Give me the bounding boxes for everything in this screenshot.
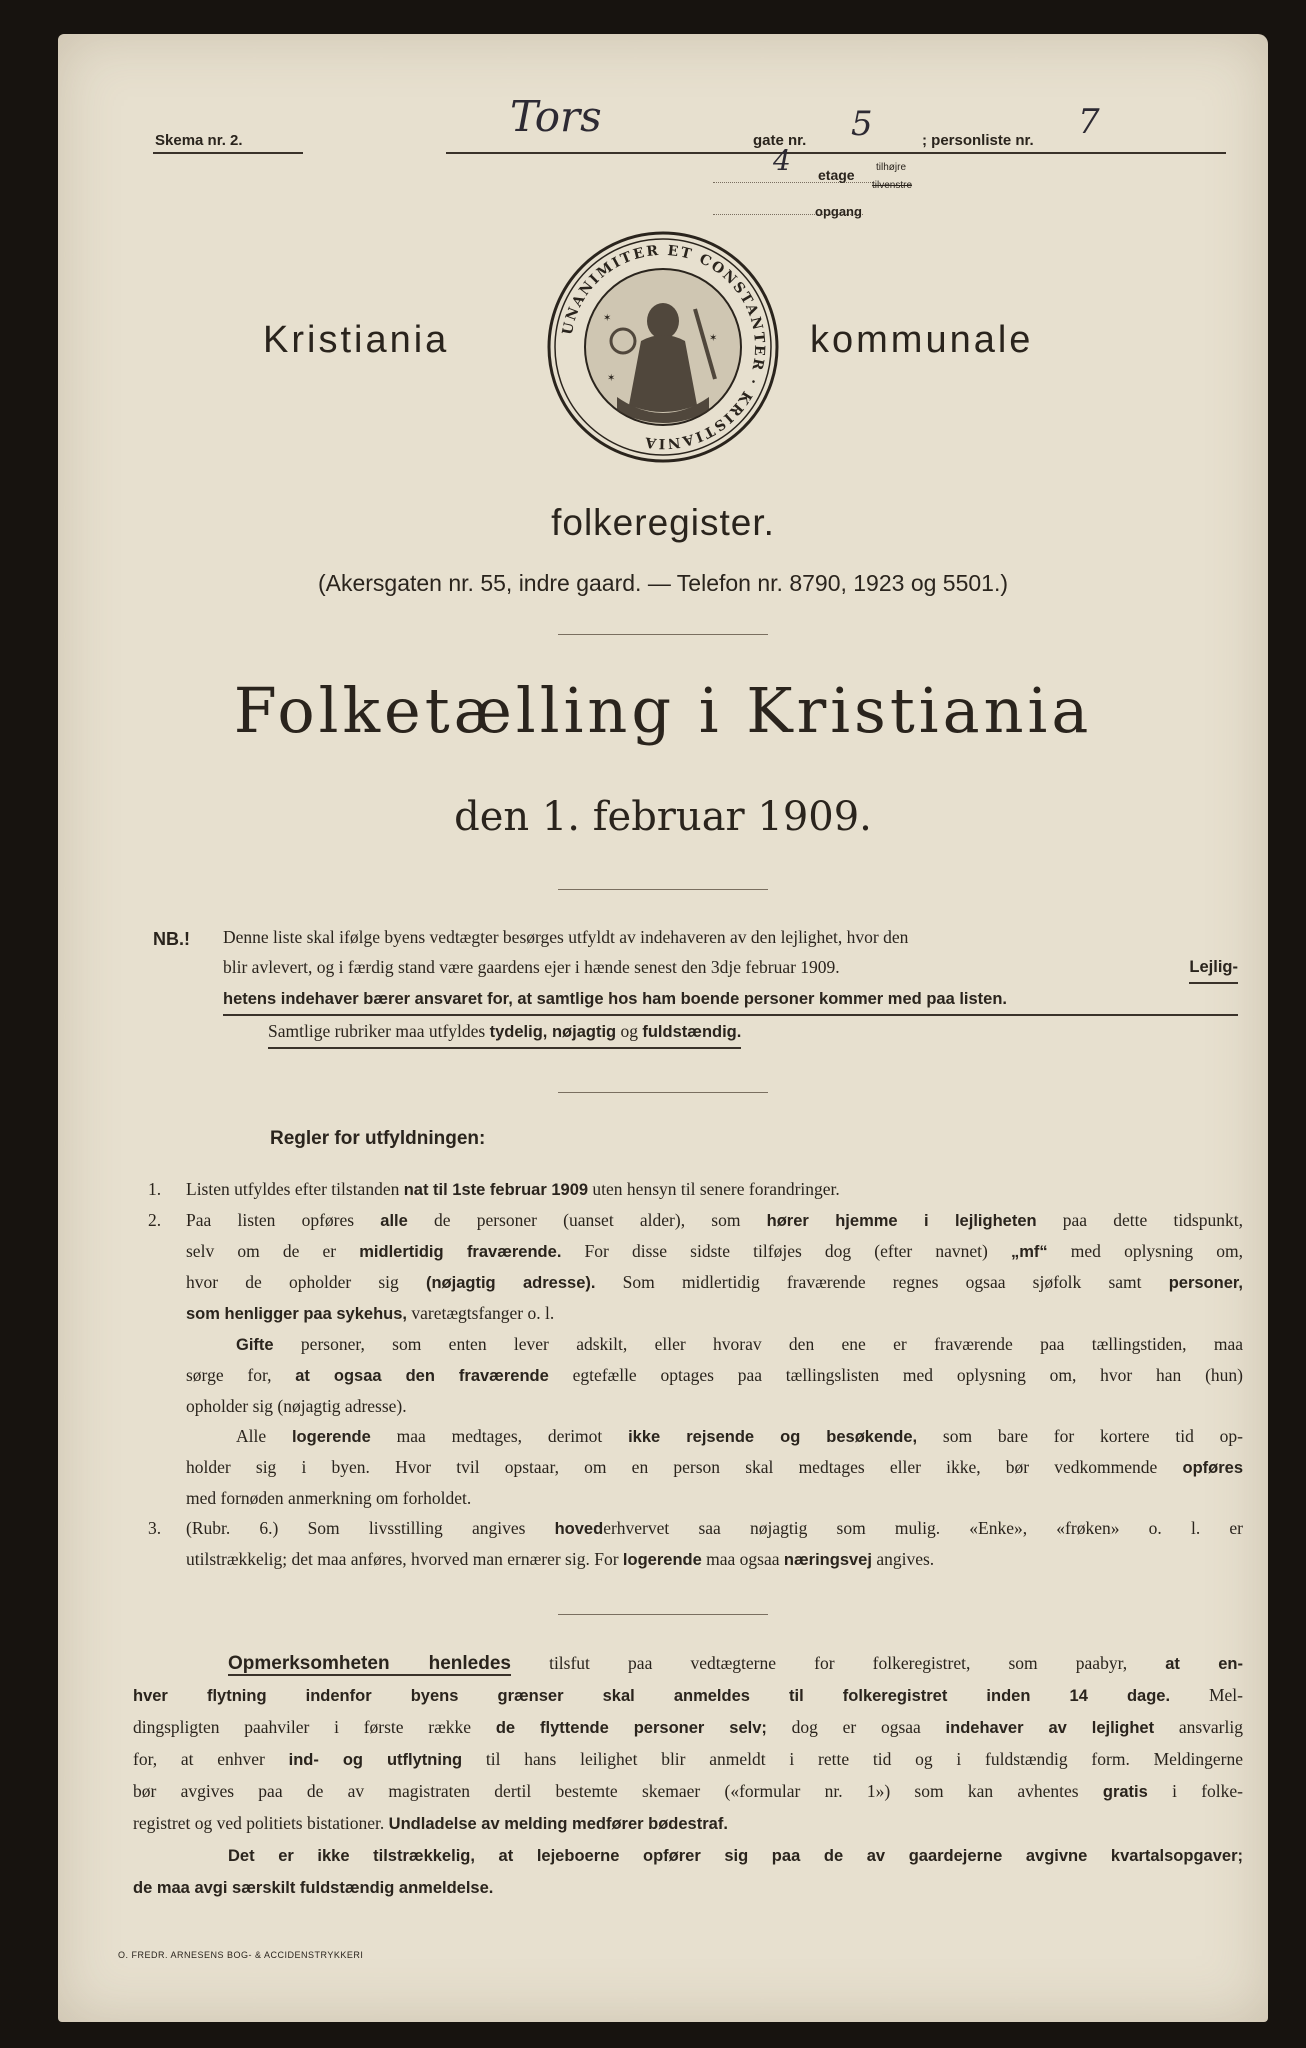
body-text: bør avgives paa de av magistraten dertil bestemte skemaer («formular nr. 1») som kan avhentes (133, 1781, 1103, 1801)
body-text: personer, som enten lever adskilt, eller hvorav den ene er fraværende paa tællingstiden, maa (273, 1334, 1243, 1354)
body-text: Alle (236, 1426, 292, 1446)
svg-text:✶: ✶ (607, 373, 616, 384)
divider-3 (558, 1092, 768, 1093)
rule-line (148, 1205, 1243, 1236)
emphasis-text: at en- (1165, 1655, 1243, 1673)
nb-emphasis: tydelig, nøjagtig (489, 1023, 617, 1041)
emphasis-text: logerende (291, 1428, 371, 1446)
printer-imprint: O. FREDR. ARNESENS BOG- & ACCIDENSTRYKKERI (118, 1950, 364, 1960)
emphasis-text: personer, (1168, 1274, 1243, 1292)
body-text: (Rubr. 6.) Som livsstilling angives (186, 1518, 555, 1538)
emphasis-text: hver flytning indenfor byens grænser skal anmeldes til folkeregistret inden 14 dage. (133, 1687, 1171, 1705)
notice-line (133, 1712, 1243, 1744)
rule-line (148, 1483, 1243, 1513)
body-text: egtefælle optages paa tællingslisten med oplysning om, hvor han (hun) (548, 1365, 1243, 1385)
notice-line (133, 1840, 1243, 1872)
rule-number: 3. (148, 1518, 162, 1538)
body-text: for, at enhver (133, 1749, 289, 1769)
body-text: registret og ved politiets bistationer. (133, 1813, 389, 1833)
emphasis-text: indehaver av lejlighet (945, 1719, 1155, 1737)
body-text: Paa listen opføres (186, 1210, 381, 1230)
tilhojre-option: tilhøjre (876, 162, 907, 173)
etage-handwritten: 4 (773, 144, 791, 177)
body-text: opholder sig (nøjagtig adresse). (186, 1396, 407, 1416)
emphasis-text: næringsvej (783, 1551, 872, 1569)
rule-number: 2. (148, 1210, 162, 1230)
emphasis-text: nat til 1ste februar 1909 (403, 1181, 589, 1199)
emphasis-text: hoved (554, 1520, 604, 1538)
nb-emphasis: Lejlig- (1189, 952, 1238, 984)
rule-line (148, 1544, 1243, 1575)
nb-line-text: blir avlevert, og i færdig stand være gaardens ejer i hænde senest den 3dje februar 1909. (223, 957, 840, 977)
rule-line (148, 1421, 1243, 1452)
nb-line: Denne liste skal ifølge byens vedtægter besørges utfyldt av indehaveren av den lejlighet, hvor den (223, 927, 909, 947)
rule-line (148, 1513, 1243, 1544)
etage-label: etage (818, 167, 855, 183)
main-title: Folketælling i Kristiania (233, 674, 1093, 747)
emphasis-text: logerende (622, 1551, 702, 1569)
skema-number: Skema nr. 2. (155, 132, 243, 149)
rule-line (148, 1360, 1243, 1391)
notice-line (133, 1680, 1243, 1712)
body-text: Som midlertidig fraværende regnes ogsaa sjøfolk samt (595, 1272, 1169, 1292)
rule-line (148, 1298, 1243, 1329)
emphasis-text: opføres (1182, 1459, 1243, 1477)
notice-lead: Opmerksomheten henledes (228, 1653, 511, 1674)
body-text: holder sig i byen. Hvor tvil opstaar, om en person skal medtages eller ikke, bør vedkommende (186, 1457, 1183, 1477)
emphasis-text: midlertidig fraværende. (359, 1243, 562, 1261)
nb-line-text: og (620, 1021, 638, 1041)
emphasis-text: de maa avgi særskilt fuldstændig anmeldelse. (133, 1879, 494, 1897)
emphasis-text: „mf“ (1010, 1243, 1048, 1261)
rule-line (148, 1267, 1243, 1298)
body-text: til hans leilighet blir anmeldt i rette tid og i fuldstændig form. Meldingerne (462, 1749, 1243, 1769)
body-text: tilsfut paa vedtægterne for folkeregistret, som paabyr, (510, 1653, 1166, 1673)
registry-address: (Akersgaten nr. 55, indre gaard. — Telefon nr. 8790, 1923 og 5501.) (317, 570, 1009, 596)
emphasis-text: hører hjemme i lejligheten (766, 1212, 1037, 1230)
rules-list (148, 1174, 1243, 1575)
nb-line (223, 984, 1238, 1016)
notice-line (133, 1744, 1243, 1776)
emphasis-text: ind- og utflytning (288, 1751, 463, 1769)
rules-heading: Regler for utfyldningen: (270, 1128, 486, 1149)
body-text: angives. (871, 1549, 935, 1569)
body-text: uten hensyn til senere forandringer. (588, 1179, 840, 1199)
body-text: selv om de er (186, 1241, 360, 1261)
emphasis-text: alle (380, 1212, 408, 1230)
emphasis-text: Det er ikke tilstrækkelig, at lejeboerne opfører sig paa de av gaardejerne avgivne kvartalsopgaver; (228, 1847, 1243, 1865)
divider-4 (558, 1614, 768, 1615)
emphasis-text: Undladelse av melding medfører bødestraf. (388, 1815, 728, 1833)
rule-line (148, 1329, 1243, 1360)
nb-line-text: Samtlige rubriker maa utfyldes (268, 1021, 486, 1041)
body-text: med fornøden anmerkning om forholdet. (186, 1488, 472, 1508)
body-text: ansvarlig (1154, 1717, 1243, 1737)
tilvenstre-option: tilvenstre (872, 180, 913, 191)
body-text: paa dette tidspunkt, (1036, 1210, 1243, 1230)
divider-1 (558, 634, 768, 635)
address-line (446, 152, 1226, 154)
body-text: i folke- (1147, 1781, 1243, 1801)
emphasis-text: ikke rejsende og besøkende, (628, 1428, 918, 1446)
body-text: med oplysning om, (1047, 1241, 1243, 1261)
body-text: Mel- (1170, 1685, 1243, 1705)
opgang-label: opgang (815, 204, 862, 219)
body-text: erhvervet saa nøjagtig som mulig. «Enke», «frøken» o. l. er (603, 1518, 1243, 1538)
personliste-number-handwritten: 7 (1078, 102, 1100, 142)
body-text: utilstrækkelig; det maa anføres, hvorved man ernærer sig. For (186, 1549, 623, 1569)
rule-number: 1. (148, 1179, 162, 1199)
gate-label: gate nr. (753, 132, 807, 149)
rule-line (148, 1236, 1243, 1267)
body-text: hvor de opholder sig (186, 1272, 426, 1292)
rule-line (148, 1452, 1243, 1483)
notice-line (133, 1648, 1243, 1680)
skema-underline (153, 152, 303, 154)
body-text: de personer (uanset alder), som (407, 1210, 767, 1230)
notice-paragraph (133, 1648, 1243, 1904)
folkeregister-heading: folkeregister. (551, 502, 775, 543)
divider-2 (558, 889, 768, 890)
notice-line (133, 1872, 1243, 1904)
kristiania-word: Kristiania (263, 319, 450, 361)
body-text: maa medtages, derimot (370, 1426, 629, 1446)
body-text: dog er ogsaa (766, 1717, 946, 1737)
body-text: Listen utfyldes efter tilstanden (186, 1179, 404, 1199)
rule-line (148, 1174, 1243, 1205)
body-text: sørge for, (186, 1365, 296, 1385)
emphasis-text: Gifte (236, 1336, 274, 1354)
body-text: som bare for kortere tid op- (917, 1426, 1243, 1446)
city-seal (545, 229, 781, 465)
nb-label: NB.! (153, 929, 190, 949)
emphasis-text: gratis (1102, 1783, 1148, 1801)
body-text: varetægtsfanger o. l. (407, 1303, 555, 1323)
emphasis-text: at ogsaa den fraværende (295, 1367, 549, 1385)
street-name-handwritten: Tors (510, 92, 602, 141)
notice-line (133, 1776, 1243, 1808)
body-text: maa ogsaa (701, 1549, 784, 1569)
census-date: den 1. februar 1909. (454, 794, 872, 840)
seal-text: UNANIMITER ET CONSTANTER · KRISTIANIA (559, 242, 768, 452)
emphasis-text: som henligger paa sykehus, (186, 1305, 407, 1323)
nb-emphasis: fuldstændig. (642, 1023, 742, 1041)
emphasis-text: de flyttende personer selv; (495, 1719, 767, 1737)
gate-number-handwritten: 5 (851, 104, 873, 144)
nb-line (223, 952, 1238, 984)
svg-text:✶: ✶ (709, 333, 718, 344)
emphasis-text: (nøjagtig adresse). (425, 1274, 596, 1292)
nb-paragraph (223, 922, 1238, 1049)
notice-line (133, 1808, 1243, 1840)
rule-line (148, 1391, 1243, 1421)
personliste-label: ; personliste nr. (922, 132, 1034, 149)
nb-emphasis: hetens indehaver bærer ansvaret for, at samtlige hos ham boende personer kommer med paa listen. (223, 990, 1008, 1008)
kommunale-word: kommunale (810, 319, 1034, 361)
body-text: dingspligten paahviler i første række (133, 1717, 496, 1737)
body-text: For disse sidste tilføjes dog (efter navnet) (561, 1241, 1011, 1261)
nb-line (268, 1016, 741, 1049)
census-form-page (58, 34, 1268, 2022)
svg-text:✶: ✶ (603, 313, 612, 324)
